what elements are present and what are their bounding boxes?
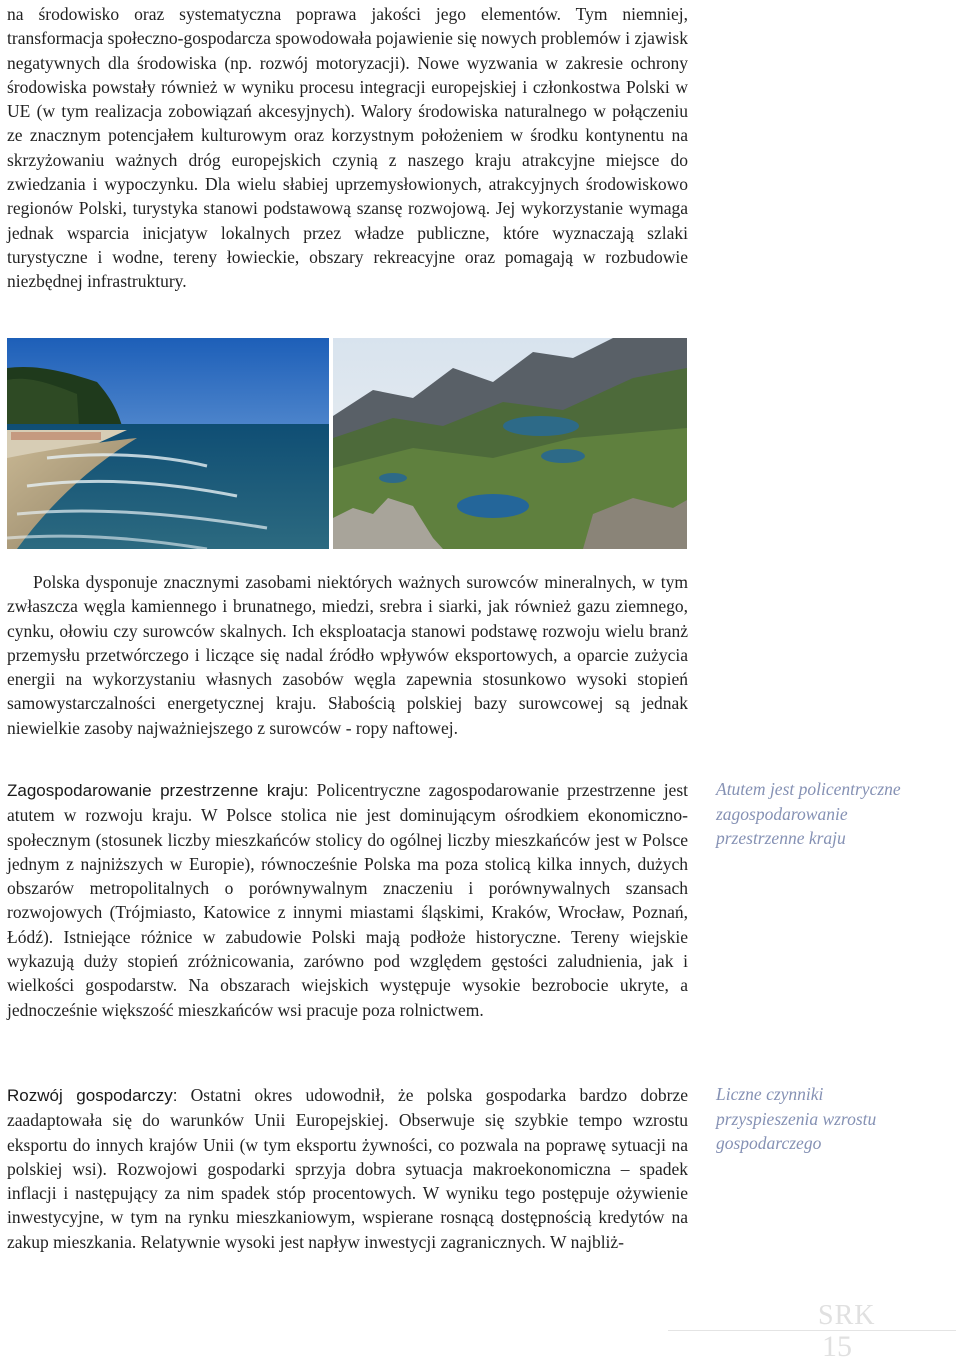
paragraph-economic-development xyxy=(7,1083,688,1254)
mountain-lake-photo xyxy=(333,338,687,549)
paragraph-economic-body: Ostatni okres udowodnił, że polska gospodarka bardzo dobrze zaadaptowała się do warunków Unii Europejskiej. Obserwuje się szybkie tempo wzrostu eksportu do innych krajów Unii (w tym eksportu żywności, co pozwala na poprawę sytuacji na polskiej wsi). Rozwojowi gospodarki sprzyja dobra sytuacja makroekonomiczna – spadek inflacji i następujący za nim spadek stóp procentowych. W wyniku tego postępuje ożywienie inwestycyjne, w tym na rynku mieszkaniowym, wspierane rosnącą dostępnością kredytów na zakup mieszkania. Relatywnie wysoki jest napływ inwestycji zagranicznych. W najbliż- xyxy=(7,1085,688,1252)
section-lead-economic: Rozwój gospodarczy: xyxy=(7,1086,178,1105)
margin-note-spatial: Atutem jest policentryczne zagospodarowanie przestrzenne kraju xyxy=(716,779,901,848)
section-lead-spatial: Zagospodarowanie przestrzenne kraju: xyxy=(7,781,309,800)
beach-photo xyxy=(7,338,329,549)
footer-divider xyxy=(668,1330,956,1331)
paragraph-environment: na środowisko oraz systematyczna poprawa jakości jego elementów. Tym niemniej, transformacja społeczno-gospodarcza spowodowała pojawienie się nowych problemów i zjawisk negatywnych dla środowiska (np. rozwój motoryzacji). Nowe wyzwania w zakresie ochrony środowiska powstały również w wyniku procesu integracji europejskiej i członkostwa Polski w UE (w tym realizacja zobowiązań akcesyjnych). Walory środowiska naturalnego w połączeniu ze znacznym potencjałem kulturowym oraz korzystnym położeniem w środku kontynentu na skrzyżowaniu ważnych dróg europejskich czynią z naszego kraju atrakcyjne miejsce do zwiedzania i wypoczynku. Dla wielu słabiej uprzemysłowionych, atrakcyjnych środowiskowo regionów Polski, turystyka stanowi podstawową szansę rozwojową. Jej wykorzystanie wymaga jednak wsparcia inicjatyw lokalnych przez władze publiczne, które wyznaczają szlaki turystyczne i wodne, tereny łowieckie, obszary rekreacyjne oraz pomagają w rozbudowie niezbędnej infrastruktury. xyxy=(7,4,688,292)
paragraph-resources: Polska dysponuje znacznymi zasobami niektórych ważnych surowców mineralnych, w tym zwłaszcza węgla kamiennego i brunatnego, miedzi, srebra i siarki, jak również gazu ziemnego, cynku, ołowiu czy surowców skalnych. Ich eksploatacja stanowi podstawę rozwoju wielu branż przemysłu przetwórczego i liczące się nadal źródło wpływów eksportowych, a oparcie zużycia energii na wykorzystaniu własnych zasobów węgla zapewnia stosunkowo wysoki stopień samowystarczalności energetycznej kraju. Słabością polskiej bazy surowcowej są jednak niewielkie zasoby najważniejszego z surowców - ropy naftowej. xyxy=(7,572,688,738)
margin-note-economic: Liczne czynniki przyspieszenia wzrostu gospodarczego xyxy=(716,1084,877,1153)
footer-brand: SRK xyxy=(818,1300,876,1331)
paragraph-spatial-development xyxy=(7,778,688,1022)
paragraph-spatial-body: Policentryczne zagospodarowanie przestrzenne jest atutem w rozwoju kraju. W Polsce stolica nie jest dominującym ośrodkiem ekonomiczno-społecznym (stosunek liczby mieszkańców stolicy do ogólnej liczby mieszkańców jest w Polsce jednym z najniższych w Europie), równocześnie Polska ma poza stolicą kilka innych, dużych obszarów metropolitalnych o porównywalnym znaczeniu i porównywalnych szansach rozwojowych (Trójmiasto, Katowice z innymi miastami śląskimi, Kraków, Wrocław, Poznań, Łódź). Istniejące różnice w zabudowie Polski mają podłoże historyczne. Tereny wiejskie wykazują duży stopień zróżnicowania, zarówno pod względem gęstości zaludnienia, jak i wielkości gospodarstw. Na obszarach wiejskich występuje wysokie bezrobocie ukryte, a jednocześnie większość mieszkańców wsi pracuje poza rolnictwem. xyxy=(7,780,688,1020)
page-number: 15 xyxy=(822,1330,852,1363)
